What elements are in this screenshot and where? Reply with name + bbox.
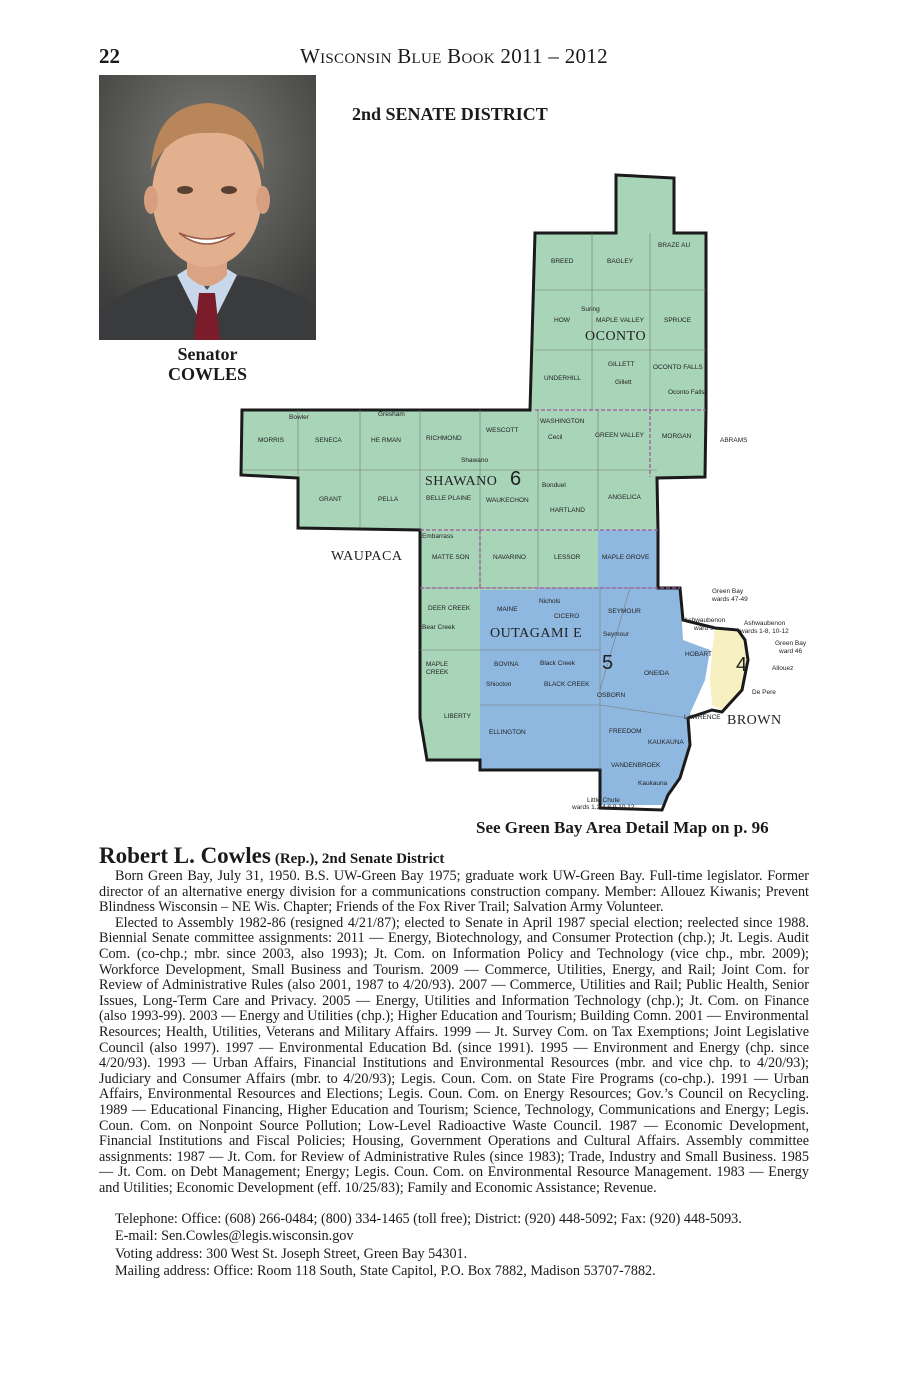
town-liberty: LIBERTY — [444, 713, 471, 720]
town-gillett: GILLETT — [608, 361, 635, 368]
village-hobart: HOBART — [685, 651, 712, 658]
town-angelica: ANGELICA — [608, 494, 641, 501]
label-ashwaubenon-9-1: Ashwaubenon — [684, 617, 726, 624]
page-number: 22 — [99, 44, 120, 68]
mailing-address-line: Mailing address: Office: Room 118 South, State Capitol, P.O. Box 7882, Madison 53707-7882. — [115, 1262, 656, 1279]
town-matteson: MATTE SON — [432, 554, 470, 561]
town-underhill: UNDERHILL — [544, 375, 581, 382]
bio-body — [99, 869, 809, 1196]
label-green-bay-47-49-1: Green Bay — [712, 588, 744, 595]
label-green-bay-47-49-2: wards 47-49 — [712, 596, 748, 603]
bio-heading — [99, 843, 444, 869]
town-deer-creek: DEER CREEK — [428, 605, 471, 612]
village-cecil: Cecil — [548, 434, 563, 441]
village-embarrass: Embarrass — [422, 533, 454, 540]
city-de-pere: De Pere — [752, 689, 776, 696]
town-freedom: FREEDOM — [609, 728, 642, 735]
town-kaukauna: KAUKAUNA — [648, 739, 684, 746]
county-waupaca: WAUPACA — [331, 549, 403, 564]
senator-label-name: COWLES — [167, 364, 248, 384]
town-osborn: OSBORN — [597, 692, 626, 699]
contact-info — [115, 1211, 742, 1280]
town-navarino: NAVARINO — [493, 554, 526, 561]
senator-label-title: Senator — [177, 344, 238, 364]
town-herman: HE RMAN — [371, 437, 401, 444]
village-black-creek: Black Creek — [540, 660, 576, 667]
town-oneida: ONEIDA — [644, 670, 669, 677]
village-gresham: Gresham — [378, 411, 405, 418]
city-kaukauna: Kaukauna — [638, 780, 668, 787]
village-nichols: Nichols — [539, 598, 561, 605]
town-bovina: BOVINA — [494, 661, 519, 668]
village-bowler: Bowler — [289, 414, 309, 421]
senator-name: Robert L. Cowles — [99, 843, 271, 868]
town-vandenbroek: VANDENBROEK — [611, 762, 661, 769]
town-waukechon: WAUKECHON — [486, 497, 529, 504]
town-oconto-falls: OCONTO FALLS — [653, 364, 703, 371]
city-shawano: Shawano — [461, 457, 489, 464]
label-green-bay-46-1: Green Bay — [775, 640, 807, 647]
town-green-valley: GREEN VALLEY — [595, 432, 645, 439]
label-ashwaubenon-1-8-1: Ashwaubenon — [744, 620, 786, 627]
town-lessor: LESSOR — [554, 554, 581, 561]
town-seymour: SEYMOUR — [608, 608, 641, 615]
town-wescott: WESCOTT — [486, 427, 519, 434]
district-title: 2nd SENATE DISTRICT — [352, 104, 548, 124]
town-how: HOW — [554, 317, 570, 324]
label-little-chute-2: wards 1,2,4,8,9,10,12 — [572, 804, 635, 811]
city-gillett: Gillett — [615, 379, 632, 386]
voting-address-line: Voting address: 300 West St. Joseph Street, Green Bay 54301. — [115, 1245, 468, 1262]
city-seymour: Seymour — [603, 631, 630, 638]
city-oconto-falls: Oconto Falls — [668, 389, 705, 396]
town-grant: GRANT — [319, 496, 342, 503]
village-bear-creek: Bear Creek — [422, 624, 455, 631]
district-number-4: 4 — [736, 654, 748, 676]
town-richmond: RICHMOND — [426, 435, 462, 442]
town-washington: WASHINGTON — [540, 418, 585, 425]
district-map — [238, 168, 807, 823]
running-head: Wisconsin Blue Book 2011 – 2012 — [300, 44, 608, 68]
town-maple-valley: MAPLE VALLEY — [596, 317, 644, 324]
town-lawrence: LAWRENCE — [684, 714, 721, 721]
map-labels — [238, 168, 807, 818]
bio-paragraph-personal: Born Green Bay, July 31, 1950. B.S. UW-Green Bay 1975; graduate work UW-Green Bay. Full-time legislator. Former director of an alternative energy division for a communications construction company. Member: Allouez Kiwanis; Prevent Blindness Wisconsin – NE Wis. Chapter; Friends of the Fox River Trail; Salvation Army Volunteer. — [99, 868, 809, 916]
village-suring: Suring — [581, 306, 600, 313]
label-ashwaubenon-1-8-2: wards 1-8, 10-12 — [740, 628, 789, 635]
district-number-6: 6 — [510, 468, 522, 490]
county-brown: BROWN — [727, 713, 782, 728]
town-maple-grove: MAPLE GROVE — [602, 554, 650, 561]
district-number-5: 5 — [602, 652, 614, 674]
town-morris: MORRIS — [258, 437, 284, 444]
town-abrams: ABRAMS — [720, 437, 748, 444]
telephone-line: Telephone: Office: (608) 266-0484; (800) 334-1465 (toll free); District: (920) 448-5092; Fax: (920) 448-5093. — [115, 1211, 742, 1227]
town-black-creek: BLACK CREEK — [544, 681, 590, 688]
bio-paragraph-career: Elected to Assembly 1982-86 (resigned 4/21/87); elected to Senate in April 1987 special election; reelected since 1988. Biennial Senate committee assignments: 2011 — Energy, Biotechnology, and Consumer Protection (chp.); Jt. Legis. Audit Com. (co-chp.; mbr. since 2003, also 1993); Jt. Com. on Information Policy and Technology (vice chp., mbr. 2009); Workforce Development, Small Business and Tourism. 2009 — Commerce, Utilities, Energy, and Rail; Joint Com. for Review of Administrative Rules (also 2001, 1987 to 4/20/93). 2007 — Commerce, Utilities and Rail; Public Health, Senior Issues, Long-Term Care and Privacy. 2005 — Energy, Utilities and Information Technology (chp.); Jt. Com. on Finance (also 1993-99). 2003 — Energy and Utilities (chp.); Higher Education and Tourism; Building Comn. 2001 — Environmental Resources; Health, Utilities, Veterans and Military Affairs. 1999 — Jt. Survey Com. on Tax Exemptions; Joint Legislative Council (also 1997). 1997 — Environmental Education Bd. (since 1991). 1995 — Environment and Energy (chp. since 4/20/93). 1993 — Urban Affairs, Financial Institutions and Environmental Resources (mbr. and vice chp. to 4/20/93); Judiciary and Consumer Affairs (mbr. to 4/20/93); Legis. Coun. Com. on State Fire Programs (co-chp.). 1991 — Urban Affairs, Environmental Resources and Elections; Legis. Coun. Com. on Energy Resources; Gov.’s Council on Recycling. 1989 — Educational Financing, Higher Education and Tourism; Science, Technology, Communications and Energy; Legis. Coun. Com. on Nonpoint Source Pollution; Low-Level Radioactive Waste Council. 1987 — Economic Development, Financial Institutions and Fiscal Policies; Housing, Government Operations and Cultural Affairs. Assembly committee assignments: 1987 — Jt. Com. for Review of Administrative Rules (since 1983); Trade, Industry and Small Business. 1985 — Jt. Com. on Debt Management; Energy; Legis. Coun. Com. on Environmental Resource Management. 1983 — Energy and Utilities; Economic Development (eff. 10/25/83); Family and Economic Assistance; Revenue. — [99, 914, 809, 1196]
map-caption: See Green Bay Area Detail Map on p. 96 — [476, 818, 769, 837]
town-maine: MAINE — [497, 606, 518, 613]
town-breed: BREED — [551, 258, 574, 265]
town-bagley: BAGLEY — [607, 258, 634, 265]
village-shiocton: Shiocton — [486, 681, 512, 688]
email-line[interactable]: E-mail: Sen.Cowles@legis.wisconsin.gov — [115, 1228, 354, 1245]
town-hartland: HARTLAND — [550, 507, 585, 514]
party-district: (Rep.), 2nd Senate District — [274, 851, 445, 867]
county-oconto: OCONTO — [585, 329, 647, 344]
county-outagamie: OUTAGAMI E — [490, 626, 583, 641]
town-seneca: SENECA — [315, 437, 342, 444]
town-belle-plaine: BELLE PLAINE — [426, 495, 472, 502]
village-bonduel: Bonduel — [542, 482, 566, 489]
town-ellington: ELLINGTON — [489, 729, 526, 736]
town-maple-creek-2: CREEK — [426, 669, 449, 676]
label-ashwaubenon-9-2: ward 9 — [694, 625, 714, 632]
county-shawano: SHAWANO — [425, 474, 498, 489]
town-cicero: CICERO — [554, 613, 580, 620]
village-allouez: Allouez — [772, 665, 794, 672]
town-spruce: SPRUCE — [664, 317, 692, 324]
town-maple-creek-1: MAPLE — [426, 661, 449, 668]
town-pella: PELLA — [378, 496, 399, 503]
town-brazeau: BRAZE AU — [658, 242, 691, 249]
label-green-bay-46-2: ward 46 — [779, 648, 803, 655]
label-little-chute-1: Little Chute — [587, 797, 620, 804]
town-morgan: MORGAN — [662, 433, 692, 440]
